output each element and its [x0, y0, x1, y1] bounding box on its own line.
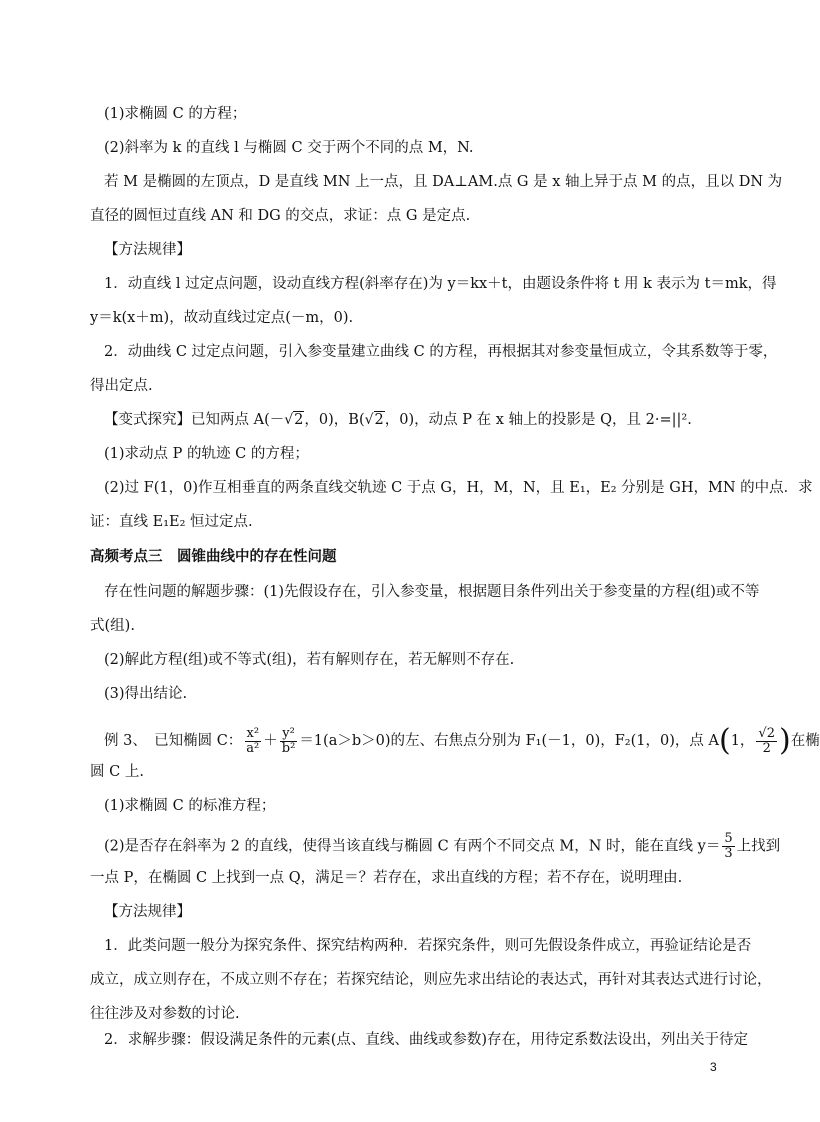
question-2-line — [104, 832, 780, 861]
text-fragment: 在椭 — [790, 733, 820, 749]
text-line: 2．动曲线 C 过定点问题，引入参变量建立曲线 C 的方程，再根据其对参变量恒成立，令其系数等于零， — [104, 344, 778, 360]
text-line: 直径的圆恒过直线 AN 和 DG 的交点，求证：点 G 是定点. — [90, 208, 471, 224]
text-fragment: 1， — [730, 733, 755, 749]
text-fragment: 上找到 — [736, 838, 781, 855]
text-line: (1)求椭圆 C 的标准方程； — [104, 798, 276, 814]
left-paren: ( — [718, 723, 731, 758]
text-line: 一点 P，在椭圆 C 上找到一点 Q，满足＝？若存在，求出直线的方程；若不存在，说明理由. — [90, 870, 683, 886]
section-heading: 高频考点三 圆锥曲线中的存在性问题 — [90, 548, 337, 565]
text-line: 成立，成立则存在，不成立则不存在；若探究结论，则应先求出结论的表达式，再针对其表达式进行讨论， — [90, 972, 772, 988]
fraction — [756, 727, 777, 756]
variant-intro — [104, 410, 692, 430]
fraction-denominator: 2 — [762, 740, 771, 756]
text-line: 证：直线 E₁E₂ 恒过定点. — [90, 514, 253, 530]
text-line: 式(组). — [90, 618, 135, 634]
text-fragment: 【变式探究】已知两点 A(－ — [104, 412, 285, 428]
sqrt-radicand: 2 — [374, 412, 384, 428]
text-line: (1)求动点 P 的轨迹 C 的方程； — [104, 446, 309, 462]
method-heading: 【方法规律】 — [104, 904, 191, 920]
fraction-numerator: 5 — [724, 831, 733, 846]
text-line: 1．此类问题一般分为探究条件、探究结构两种．若探究条件，则可先假设条件成立，再验证结论是否 — [104, 938, 752, 954]
right-paren: ) — [778, 723, 791, 758]
text-fragment: ＝1(a＞b＞0)的左、右焦点分别为 F₁(－1，0)，F₂(1，0)，点 A — [299, 733, 719, 749]
fraction — [244, 727, 261, 756]
sqrt-radicand: 2 — [294, 412, 304, 428]
page-number: 3 — [710, 1060, 717, 1074]
fraction-numerator: x² — [246, 725, 260, 741]
text-line: y＝k(x＋m)，故动直线过定点(－m，0). — [90, 310, 354, 326]
text-fragment: 例 3、 已知椭圆 C： — [104, 733, 243, 749]
fraction-numerator: y² — [282, 725, 295, 741]
sqrt-expression: √2 — [284, 412, 304, 428]
text-line: 圆 C 上. — [90, 764, 144, 780]
text-line: (2)过 F(1，0)作互相垂直的两条直线交轨迹 C 于点 G，H，M，N，且 E₁，E₂ 分别是 GH，MN 的中点．求 — [104, 480, 813, 496]
text-line: 1．动直线 l 过定点问题，设动直线方程(斜率存在)为 y＝kx＋t，由题设条件将 t 用 k 表示为 t＝mk，得 — [104, 276, 777, 292]
fraction-numerator: √2 — [758, 725, 775, 741]
sqrt-expression: √2 — [364, 412, 384, 428]
text-line: 2．求解步骤：假设满足条件的元素(点、直线、曲线或参数)存在，用待定系数法设出，列出关于待定 — [104, 1032, 749, 1048]
fraction — [280, 727, 298, 756]
method-heading: 【方法规律】 — [104, 242, 191, 258]
fraction-denominator: 3 — [724, 846, 733, 861]
fraction-denominator: a² — [246, 740, 260, 756]
text-fragment: ，0)，B( — [304, 412, 365, 428]
text-line: 若 M 是椭圆的左顶点，D 是直线 MN 上一点，且 DA⊥AM.点 G 是 x 轴上异于点 M 的点，且以 DN 为 — [104, 174, 783, 190]
text-line: 存在性问题的解题步骤：(1)先假设存在，引入参变量，根据题目条件列出关于参变量的方程(组)或不等 — [104, 584, 760, 600]
text-fragment: ，0)，动点 P 在 x 轴上的投影是 Q，且 2·=||². — [384, 412, 692, 428]
text-line: (1)求椭圆 C 的方程； — [104, 106, 247, 122]
fraction — [722, 832, 734, 861]
text-line: 往往涉及对参数的讨论. — [90, 1006, 240, 1022]
example-3-line: 例 3、 已知椭圆 C： $\frac{\text{x²}}{\text{a²}}$ ＋ $\frac{\text{y²}}{\text{b²}}$ ＝1(a＞b＞0)的左、右焦点分别为 F₁(－1，0)，F₂(1，0)，点 A(1， $\frac{√2}{2}$ )在椭 — [104, 723, 820, 758]
fraction-denominator: b² — [281, 740, 296, 756]
text-fragment: (2)是否存在斜率为 2 的直线，使得当该直线与椭圆 C 有两个不同交点 M，N 时，能在直线 y＝ — [104, 838, 721, 855]
text-line: (3)得出结论. — [104, 686, 188, 702]
text-line: (2)解此方程(组)或不等式(组)，若有解则存在，若无解则不存在. — [104, 652, 515, 668]
text-line: (2)斜率为 k 的直线 l 与椭圆 C 交于两个不同的点 M，N. — [104, 140, 474, 156]
text-line: 得出定点. — [90, 378, 153, 394]
